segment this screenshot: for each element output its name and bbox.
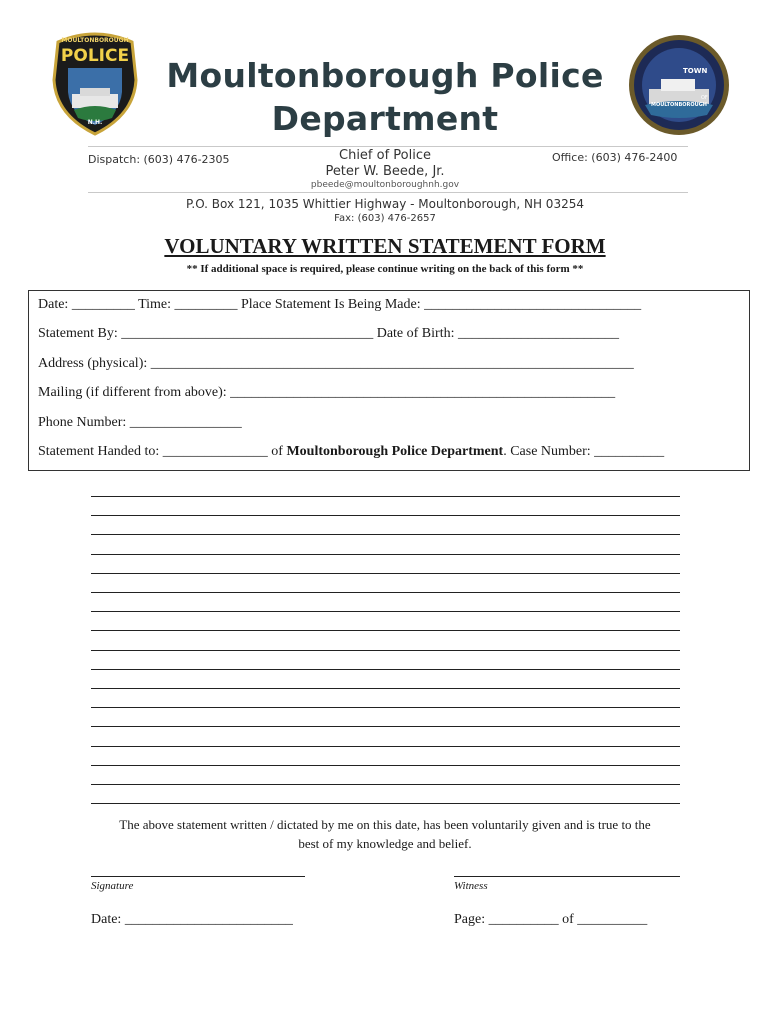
signature-label: Signature <box>91 880 134 892</box>
statement-by-dob-field[interactable]: Statement By: ____________________________________ Date of Birth: _______________________ <box>38 326 619 341</box>
handed-to-case-field[interactable] <box>38 444 664 460</box>
statement-line[interactable] <box>91 707 680 708</box>
department-name: Moultonborough Police Department <box>286 444 504 459</box>
form-title: VOLUNTARY WRITTEN STATEMENT FORM <box>164 234 606 258</box>
police-badge-logo <box>50 30 140 136</box>
statement-line[interactable] <box>91 688 680 689</box>
seal-text-mid: OF <box>701 95 708 101</box>
mailing-address-field[interactable]: Mailing (if different from above): _______________________________________________________ <box>38 385 616 400</box>
statement-line[interactable] <box>91 630 680 631</box>
badge-top-text: MOULTONBOROUGH <box>61 37 129 44</box>
date-time-place-field[interactable]: Date: _________ Time: _________ Place Statement Is Being Made: _______________________________ <box>38 297 642 312</box>
statement-line[interactable] <box>91 611 680 612</box>
signature-date-field[interactable]: Date: ________________________ <box>91 912 293 927</box>
statement-line[interactable] <box>91 765 680 766</box>
department-title-line2: Department <box>271 99 499 138</box>
statement-line[interactable] <box>91 554 680 555</box>
declaration-line1: The above statement written / dictated by me on this date, has been voluntarily given and is true to the <box>119 817 651 832</box>
dispatch-phone: Dispatch: (603) 476-2305 <box>88 153 230 166</box>
office-phone: Office: (603) 476-2400 <box>552 151 678 164</box>
witness-label: Witness <box>454 880 488 892</box>
statement-line[interactable] <box>91 592 680 593</box>
declaration-line2: best of my knowledge and belief. <box>298 836 472 851</box>
statement-line[interactable] <box>91 515 680 516</box>
statement-line[interactable] <box>91 534 680 535</box>
statement-line[interactable] <box>91 803 680 804</box>
statement-line[interactable] <box>91 573 680 574</box>
witness-line[interactable] <box>454 876 680 877</box>
chief-name: Peter W. Beede, Jr. <box>325 164 445 179</box>
statement-line[interactable] <box>91 496 680 497</box>
statement-line[interactable] <box>91 746 680 747</box>
statement-line[interactable] <box>91 726 680 727</box>
statement-line[interactable] <box>91 669 680 670</box>
phone-number-field[interactable]: Phone Number: ________________ <box>38 415 242 430</box>
handed-to-label: Statement Handed to: _______________ of <box>38 444 287 459</box>
badge-main-text: POLICE <box>60 46 130 66</box>
mailing-address: P.O. Box 121, 1035 Whittier Highway - Moultonborough, NH 03254 <box>186 197 584 211</box>
header-divider-bottom <box>88 192 688 193</box>
page-of-field[interactable]: Page: __________ of __________ <box>454 912 648 927</box>
form-subtitle: ** If additional space is required, please continue writing on the back of this form ** <box>186 263 584 275</box>
signature-line[interactable] <box>91 876 305 877</box>
seal-text-name: MOULTONBOROUGH <box>650 102 707 108</box>
statement-line[interactable] <box>91 784 680 785</box>
case-number-label: . Case Number: __________ <box>503 444 665 459</box>
header-divider-top <box>88 146 688 147</box>
town-seal-logo <box>627 33 731 137</box>
department-title-line1: Moultonborough Police <box>166 56 604 95</box>
seal-text-top: TOWN <box>683 67 708 75</box>
chief-title: Chief of Police <box>339 148 431 163</box>
statement-line[interactable] <box>91 650 680 651</box>
fax-number: Fax: (603) 476-2657 <box>334 213 436 224</box>
address-physical-field[interactable]: Address (physical): _____________________________________________________________________ <box>38 356 634 371</box>
chief-email: pbeede@moultonboroughnh.gov <box>310 180 460 190</box>
badge-bottom-text: N.H. <box>87 119 103 126</box>
